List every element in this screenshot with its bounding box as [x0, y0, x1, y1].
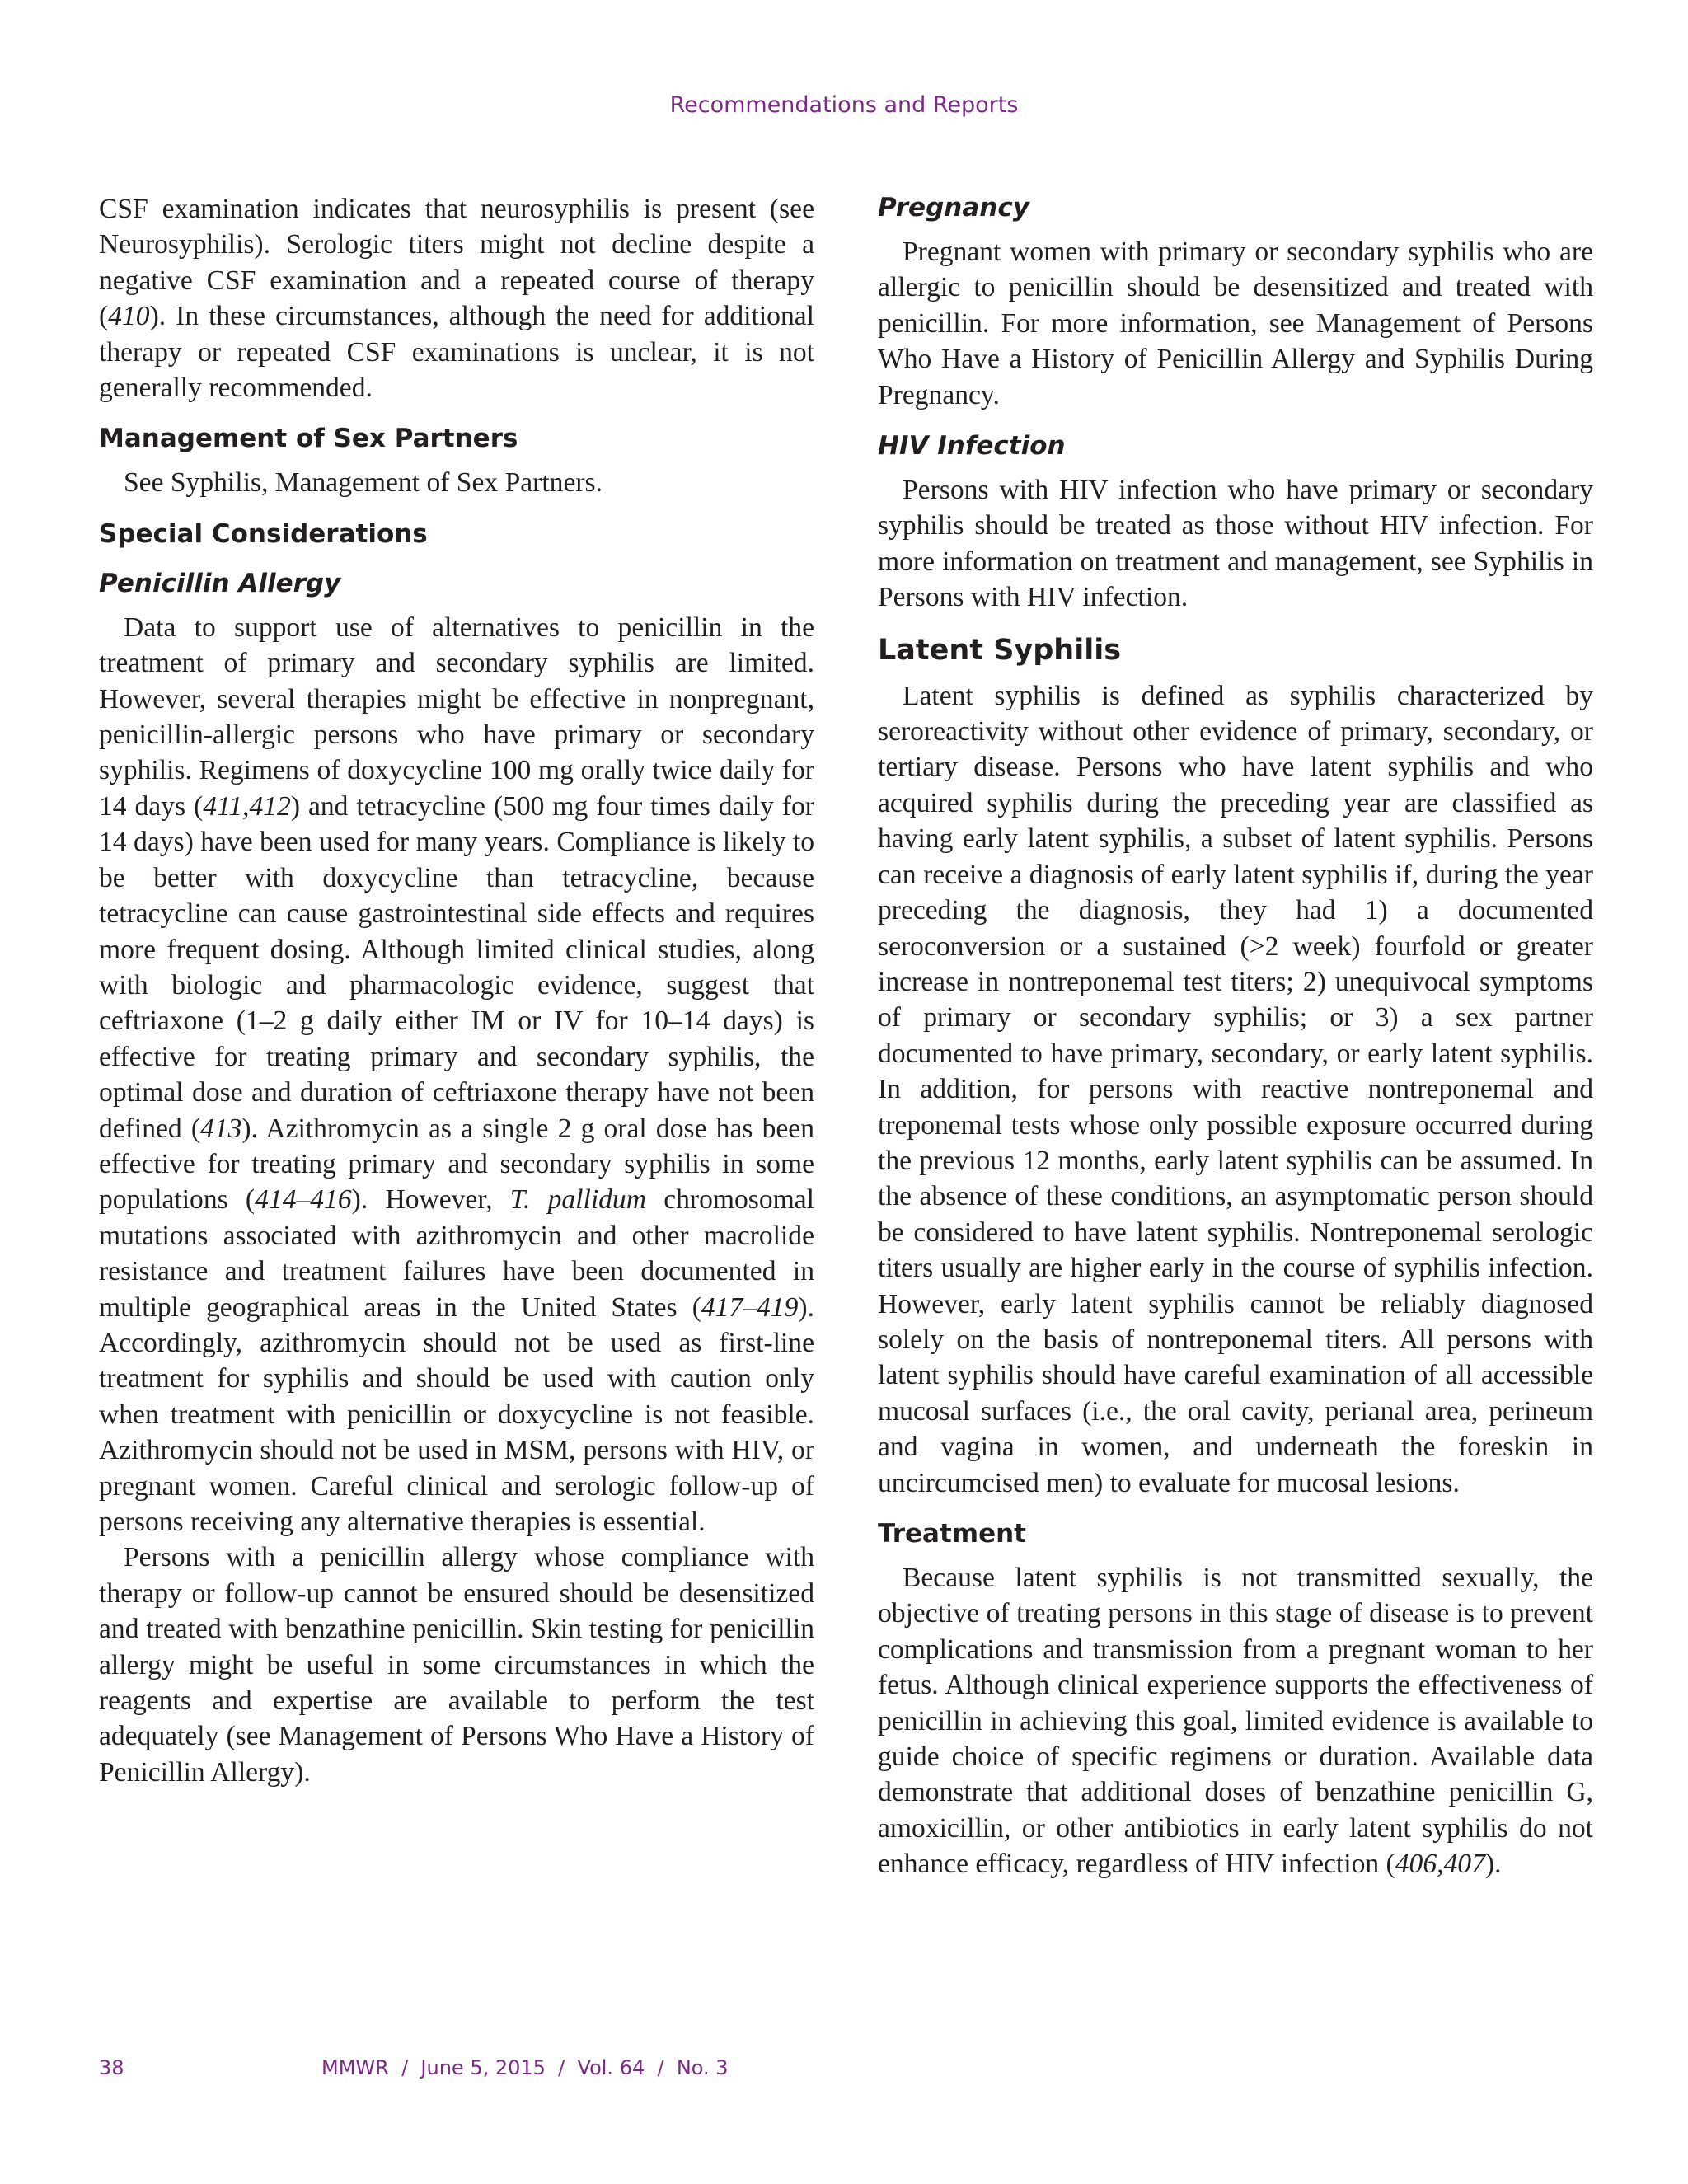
paragraph-hiv-infection: Persons with HIV infection who have primary or secondary syphilis should be treated as those without HIV infection. For more information on treatment and management, see Syphilis in Persons with HIV infection. — [878, 475, 1593, 613]
heading-pregnancy: Pregnancy — [878, 193, 1029, 223]
citation-link[interactable]: 406,407 — [1395, 1849, 1485, 1880]
citation-link[interactable]: 411,412 — [203, 790, 291, 822]
species-name: T. pallidum — [509, 1184, 646, 1216]
journal-citation-footer: MMWR / June 5, 2015 / Vol. 64 / No. 3 — [321, 2056, 729, 2079]
heading-penicillin-allergy: Penicillin Allergy — [99, 568, 341, 598]
right-column — [878, 191, 1593, 1882]
paragraph-penicillin-allergy-alternatives: Data to support use of alternatives to penicillin in the treatment of primary and secondary syphilis are limited. However, several therapies might be effective in nonpregnant, penicillin-allergic persons who have primary or secondary syphilis. Regimens of doxycycline 100 mg orally twice daily for 14 days (411,412) and tetracycline (500 mg four times daily for 14 days) have been used for many years. Compliance is likely to be better with doxycycline than tetracycline, because tetracycline can cause gastrointestinal side effects and requires more frequent dosing. Although limited clinical studies, along with biologic and pharmacologic evidence, suggest that ceftriaxone (1–2 g daily either IM or IV for 10–14 days) is effective for treating primary and secondary syphilis, the optimal dose and duration of ceftriaxone therapy have not been defined (413). Azithromycin as a single 2 g oral dose has been effective for treating primary and secondary syphilis in some populations (414–416). However, T. pallidum chromosomal mutations associated with azithromycin and other macrolide resistance and treatment failures have been documented in multiple geographical areas in the United States (417–419). Accordingly, azithromycin should not be used as first-line treatment for syphilis and should be used with caution only when treatment with penicillin or doxycycline is not feasible. Azithromycin should not be used in MSM, persons with HIV, or pregnant women. Careful clinical and serologic follow-up of persons receiving any alternative therapies is essential. — [99, 612, 814, 1537]
heading-latent-syphilis: Latent Syphilis — [878, 633, 1122, 667]
paragraph-penicillin-allergy-desensitization: Persons with a penicillin allergy whose compliance with therapy or follow-up cannot be ensured should be desensitized and treated with benzathine penicillin. Skin testing for penicillin allergy might be useful in some circumstances in which the reagents and expertise are available to perform the test adequately (see Management of Persons Who Have a History of Penicillin Allergy). — [99, 1542, 814, 1788]
citation-link[interactable]: 417–419 — [701, 1291, 799, 1323]
left-column — [99, 191, 814, 1790]
running-header: Recommendations and Reports — [669, 92, 1019, 118]
heading-special-considerations: Special Considerations — [99, 518, 428, 549]
heading-hiv-infection: HIV Infection — [878, 431, 1066, 462]
paragraph-pregnancy: Pregnant women with primary or secondary syphilis who are allergic to penicillin should be desensitized and treated with penicillin. For more information, see Management of Persons Who Have a History of Penicillin Allergy and Syphilis During Pregnancy. — [878, 237, 1593, 410]
paragraph-csf-examination: CSF examination indicates that neurosyphilis is present (see Neurosyphilis). Serologic titers might not decline despite a negative CSF examination and a repeated course of therapy (410). In these circumstances, although the need for additional therapy or repeated CSF examinations is unclear, it is not generally recommended. — [99, 194, 814, 404]
heading-treatment: Treatment — [878, 1519, 1027, 1549]
heading-management-of-sex-partners: Management of Sex Partners — [99, 424, 518, 454]
paragraph-latent-syphilis: Latent syphilis is defined as syphilis characterized by seroreactivity without other evidence of primary, secondary, or tertiary disease. Persons who have latent syphilis and who acquired syphilis during the preceding year are classified as having early latent syphilis, a subset of latent syphilis. Persons can receive a diagnosis of early latent syphilis if, during the year preceding the diagnosis, they had 1) a documented seroconversion or a sustained (>2 week) fourfold or greater increase in nontreponemal test titers; 2) unequivocal symptoms of primary or secondary syphilis; or 3) a sex partner documented to have primary, secondary, or early latent syphilis. In addition, for persons with reactive nontreponemal and treponemal tests whose only possible exposure occurred during the previous 12 months, early latent syphilis can be assumed. In the absence of these conditions, an asymptomatic person should be considered to have latent syphilis. Nontreponemal serologic titers usually are higher early in the course of syphilis infection. However, early latent syphilis cannot be reliably diagnosed solely on the basis of nontreponemal titers. All persons with latent syphilis should have careful examination of all accessible mucosal surfaces (i.e., the oral cavity, perianal area, perineum and vagina in women, and underneath the foreskin in uncircumcised men) to evaluate for mucosal lesions. — [878, 680, 1593, 1498]
citation-link[interactable]: 414–416 — [255, 1184, 352, 1216]
citation-link[interactable]: 410 — [108, 301, 150, 332]
paragraph-treatment: Because latent syphilis is not transmitted sexually, the objective of treating persons in this stage of disease is to prevent complications and transmission from a pregnant woman to her fetus. Although clinical experience supports the effectiveness of penicillin in achieving this goal, limited evidence is available to guide choice of specific regimens or duration. Available data demonstrate that additional doses of benzathine penicillin G, amoxicillin, or other antibiotics in early latent syphilis do not enhance efficacy, regardless of HIV infection (406,407). — [878, 1563, 1593, 1880]
citation-link[interactable]: 413 — [200, 1113, 242, 1144]
paragraph-sex-partners: See Syphilis, Management of Sex Partners. — [124, 467, 603, 499]
page-number: 38 — [99, 2056, 124, 2079]
